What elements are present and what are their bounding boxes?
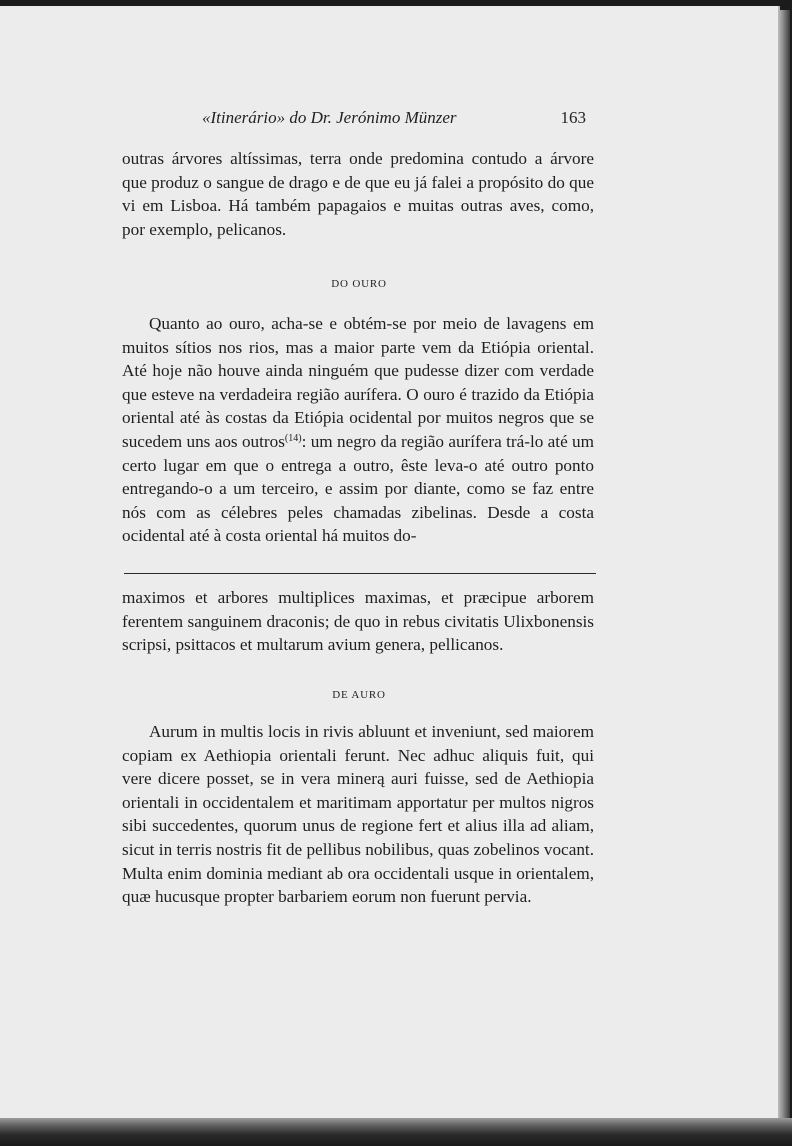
page-bottom-edge (0, 1118, 792, 1146)
section-heading-de-auro: DE AURO (332, 689, 386, 701)
note-reference: (14) (284, 432, 302, 444)
running-title: «Itinerário» do Dr. Jerónimo Münzer (202, 108, 457, 127)
running-header (120, 108, 596, 132)
section-heading-do-ouro: DO OURO (331, 278, 387, 290)
latin-gold-text: Aurum in multis locis in rivis abluunt et inveniunt, sed maiorem copiam ex Aethiopia orientali ferunt. Nec adhuc aliquis fuit, qui vere dicere posset, se in vera minerą auri fuisse, sed de Aethiopia orientali in occidentalem et maritimam apportatur per multos nigros sibi succedentes, quorum unus de regione fert et alius illa ad aliam, sicut in terris nostris fit de pellibus nobilibus, quas zobelinos vocant. Multa enim dominia mediant ab ora occidentali usque in orientalem, quæ hucusque propter barbariem eorum non fuerunt pervia. (122, 722, 594, 907)
portuguese-gold-text (122, 312, 594, 548)
footnote-separator-rule (124, 573, 596, 574)
page-edge (778, 10, 790, 1120)
portuguese-gold-paragraph (122, 312, 594, 548)
page-number: 163 (560, 108, 586, 127)
latin-continued-text: maximos et arbores multiplices maximas, et præcipue arborem ferentem sanguinem draconis; de quo in rebus civitatis Ulixbonensis scripsi, psittacos et multarum avium genera, pellicanos. (122, 588, 594, 655)
portuguese-continued-text: outras árvores altíssimas, terra onde predomina contudo a árvore que produz o sangue de drago e de que eu já falei a propósito do que vi em Lisboa. Há também papagaios e muitas outras aves, como, por exemplo, pelicanos. (122, 149, 594, 239)
latin-continued-paragraph (122, 586, 594, 657)
portuguese-continued-paragraph (122, 147, 594, 241)
portuguese-gold-text-part1: Quanto ao ouro, acha-se e obtém-se por meio de lavagens em muitos sítios nos rios, mas a maior parte vem da Etiópia oriental. Até hoje não houve ainda ninguém que pudesse dizer com verdade que esteve na verdadeira região aurífera. O ouro é trazido da Etiópia oriental até às costas da Etiópia ocidental por muitos negros que se sucedem uns aos outros (122, 314, 594, 451)
latin-gold-paragraph (122, 720, 594, 909)
portuguese-gold-text-part2: : um negro da região aurífera trá-lo até um certo lugar em que o entrega a outro, êste leva-o até outro ponto entregando-o a um terceiro, e assim por diante, como se faz entre nós com as célebres peles chamadas zibelinas. Desde a costa ocidental até à costa oriental há muitos do- (122, 431, 594, 546)
